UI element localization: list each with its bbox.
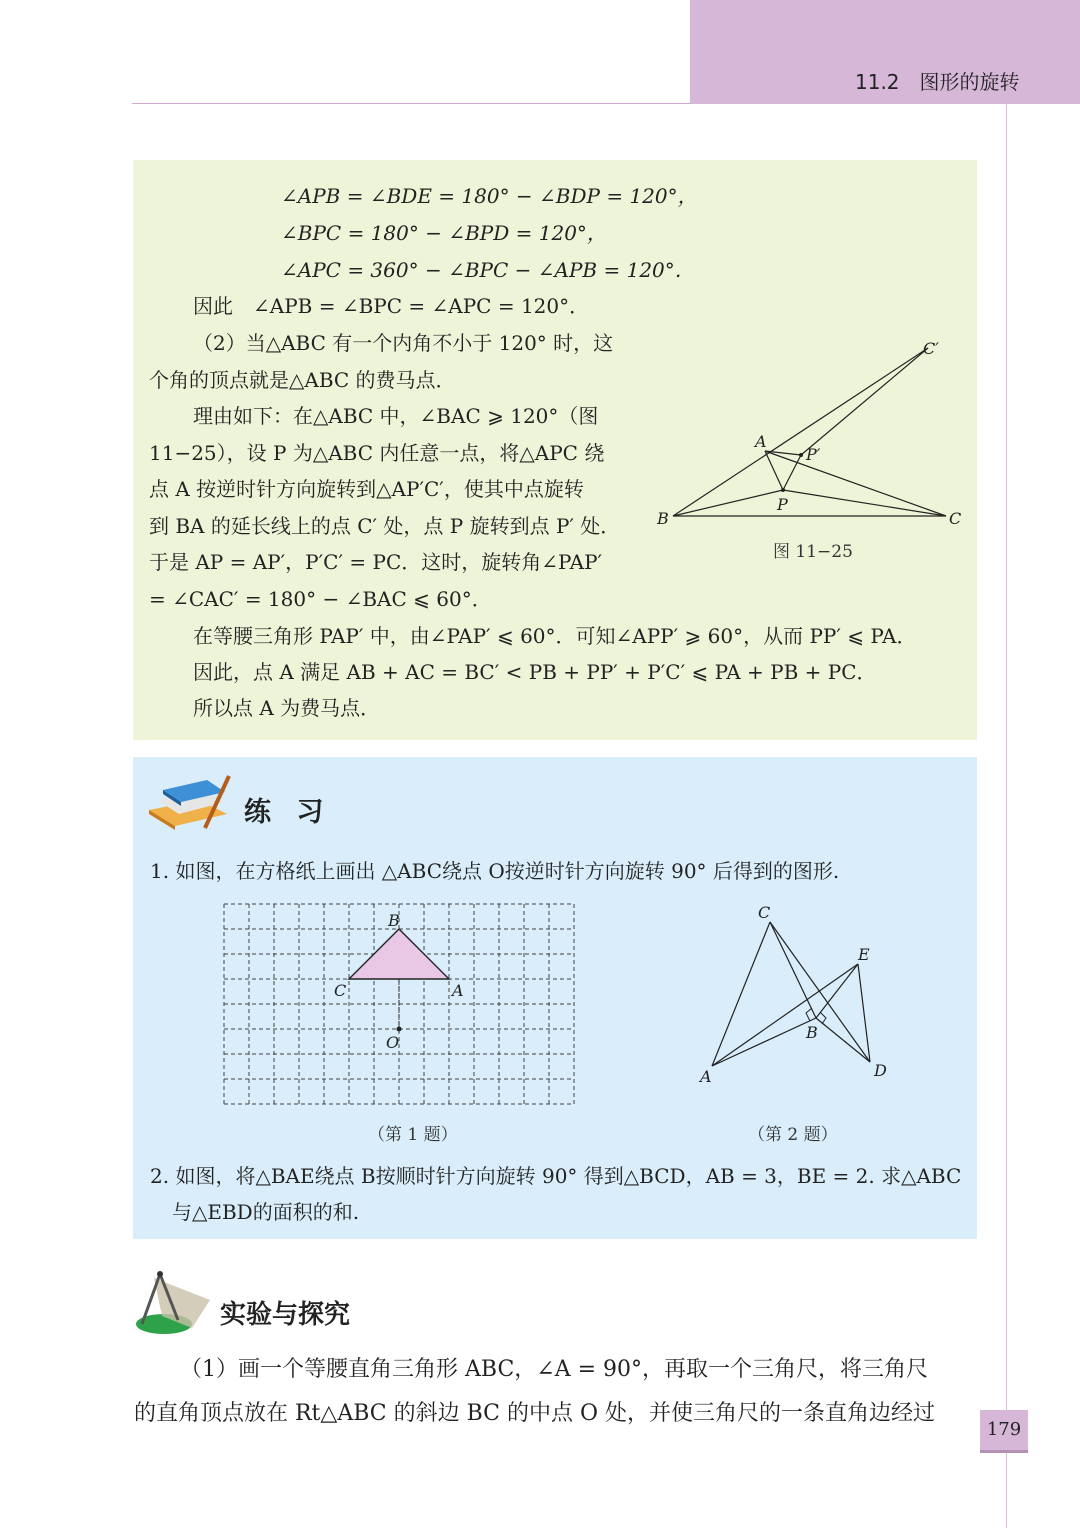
proof-line-10: 到 BA 的延长线上的点 C′ 处，点 P 旋转到点 P′ 处． [149,514,621,538]
fermat-figure [643,330,963,530]
lab-line-2: 的直角顶点放在 Rt△ABC 的斜边 BC 的中点 O 处，并使三角尺的一条直角边经过 [134,1401,936,1426]
proof-line-8: 11−25），设 P 为△ABC 内任意一点，将△APC 绕 [149,441,605,465]
right-angle-mark [806,1008,812,1021]
exercise-title: 练 习 [244,797,332,828]
proof-line-14: 因此，点 A 满足 AB + AC = BC′ < PB + PP′ + P′C′ ⩽ PA + PB + PC． [193,660,877,684]
label-p1: P′ [806,445,821,464]
segment-ab [712,1018,816,1066]
margin-rule [1006,104,1007,1528]
segment-be [816,964,858,1018]
question-2-line-2: 与△EBD的面积的和. [172,1200,360,1224]
segment-cd [770,922,870,1062]
segment-ac [712,922,770,1066]
section-title: 11.2 图形的旋转 [855,70,1020,94]
label-a: A [755,432,767,451]
proof-line-15: 所以点 A 为费马点． [193,696,381,720]
segment-bc1 [673,348,928,516]
page-number: 179 [980,1410,1028,1453]
header-rule [132,103,690,104]
label-p: P [777,495,788,514]
grid-label-b: B [388,911,400,930]
proof-line-2: ∠BPC = 180° − ∠BPD = 120°， [281,221,607,245]
q2-label-e: E [858,945,870,964]
q2-label-c: C [758,903,771,922]
proof-line-1: ∠APB = ∠BDE = 180° − ∠BDP = 120°， [281,184,698,208]
lab-line-1: （1）画一个等腰直角三角形 ABC，∠A = 90°，再取一个三角尺，将三角尺 [180,1357,929,1382]
q2-caption: （第 2 题） [748,1125,838,1145]
question-2-line-1: 2. 如图，将△BAE绕点 B按顺时针方向旋转 90° 得到△BCD，AB = 3，BE = 2. 求△ABC [150,1164,962,1188]
q1-caption: （第 1 题） [368,1125,458,1145]
proof-line-12: = ∠CAC′ = 180° − ∠BAC ⩽ 60°． [149,587,492,611]
segment-p1c1 [801,348,928,455]
q2-label-d: D [874,1061,887,1080]
proof-box [133,160,977,740]
point-p1 [799,453,803,457]
question-1: 1. 如图，在方格纸上画出 △ABC绕点 O按逆时针方向旋转 90° 后得到的图形. [150,859,840,883]
rotation-figure [690,900,910,1090]
proof-line-5: （2）当△ABC 有一个内角不小于 120° 时，这 [193,331,614,355]
q2-label-b: B [806,1023,818,1042]
proof-line-13: 在等腰三角形 PAP′ 中，由∠PAP′ ⩽ 60°．可知∠APP′ ⩾ 60°，从而 PP′ ⩽ PA． [193,624,917,648]
proof-line-6: 个角的顶点就是△ABC 的费马点． [149,368,456,392]
label-c: C [949,509,962,528]
proof-line-7: 理由如下：在△ABC 中，∠BAC ⩾ 120°（图 [193,404,599,428]
grid-label-a: A [452,981,464,1000]
books-icon [145,770,235,832]
segment-bp [673,490,783,516]
segment-pc [783,490,946,516]
segment-ac [765,451,946,516]
segment-cb [770,922,816,1018]
compass-icon [132,1270,212,1336]
grid-figure [222,902,578,1108]
lab-title: 实验与探究 [220,1300,351,1330]
grid-label-c: C [334,981,347,1000]
figure-caption: 图 11−25 [773,542,853,562]
proof-line-4: 因此 ∠APB = ∠BPC = ∠APC = 120°． [193,294,590,318]
point-p [781,488,785,492]
proof-line-3: ∠APC = 360° − ∠BPC − ∠APB = 120°． [281,258,695,282]
grid-label-o: O [386,1033,400,1052]
label-b: B [657,509,669,528]
proof-line-9: 点 A 按逆时针方向旋转到△AP′C′，使其中点旋转 [149,477,584,501]
point-o [397,1027,402,1032]
proof-line-11: 于是 AP = AP′，P′C′ = PC．这时，旋转角∠PAP′ [149,550,603,574]
label-c1: C′ [923,339,939,358]
q2-label-a: A [700,1067,712,1086]
